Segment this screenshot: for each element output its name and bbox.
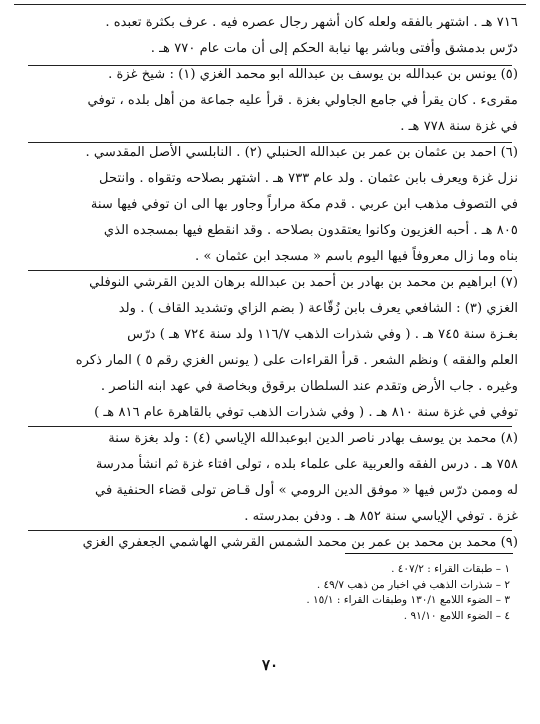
text-line: العلم والفقه ) ونظم الشعر . قرأ القراءات على ( يونس الغزي رقم ٥ ) المار ذكره: [75, 353, 518, 368]
section-divider: [28, 270, 512, 271]
footnote-item: ٤ – الضوء اللامع ٩١/١٠ .: [403, 609, 510, 622]
section-divider: [28, 142, 512, 143]
text-line: بناه وما زال معروفاً فيها اليوم باسم « مسجد ابن عثمان » .: [194, 249, 518, 264]
top-border: [14, 4, 526, 5]
text-line: درّس بدمشق وأفتى وباشر بها نيابة الحكم إلى أن مات عام ٧٧٠ هـ .: [150, 41, 518, 56]
text-line: (٥) يونس بن عبدالله بن يوسف بن عبدالله ابو محمد الغزي (١) : شيخ غزة .: [108, 67, 518, 82]
footnote-item: ٣ – الضوء اللامع ١٣٠/١ وطبقات القراء : ١٥/١ .: [306, 594, 510, 606]
text-line: وغيره . جاب الأرض وتقدم عند السلطان برقوق وبخاصة في عهد ابنه الناصر .: [100, 379, 518, 394]
text-line: ٨٠٥ هـ . أحبه الغزيون وكانوا يعتقدون بصلاحه . وقد انقطع فيها بمسجده الذي: [103, 223, 518, 238]
text-line: نزل غزة ويعرف بابن عثمان . ولد عام ٧٣٣ هـ . اشتهر بصلاحه وتقواه . وانتحل: [99, 171, 518, 186]
text-line: (٦) احمد بن عثمان بن عمر بن عبدالله الحنبلي (٢) . النابلسي الأصل المقدسي .: [85, 145, 518, 160]
page-number: ٧٠: [261, 656, 279, 674]
text-line: غزة . توفي الإياسي سنة ٨٥٢ هـ . ودفن بمدرسته .: [244, 509, 518, 524]
section-divider: [28, 426, 512, 427]
text-line: مقرىء . كان يقرأ في جامع الجاولي بغزة . قرأ عليه جماعة من أهل بلده ، توفي: [87, 93, 518, 108]
text-line: له وممن درّس فيها « موفق الدين الرومي » أول قـاض تولى قضاء الحنفية في: [95, 483, 518, 498]
text-line: ٧١٦ هـ . اشتهر بالفقه ولعله كان أشهر رجال عصره فيه . عرف بكثرة تعبده .: [105, 15, 518, 30]
footnote-item: ٢ – شذرات الذهب في اخبار من ذهب ٤٩/٧ .: [316, 578, 510, 591]
text-line: ٧٥٨ هـ . درس الفقه والعربية على علماء بلده ، تولى افتاء غزة ثم انشأ مدرسة: [95, 457, 518, 472]
footnote-rule: [345, 553, 513, 554]
text-line: (٧) ابراهيم بن محمد بن بهادر بن أحمد بن عبدالله برهان الدين القرشي النوفلي: [89, 275, 518, 290]
text-line: الغزي (٣) : الشافعي يعرف بابن زُقّاعة ( بضم الزاي وتشديد القاف ) . ولد: [118, 301, 518, 316]
footnotes: [250, 562, 510, 624]
text-line: (٩) محمد بن محمد بن عمر بن محمد الشمس القرشي الهاشمي الجعفري الغزي: [82, 535, 518, 550]
text-line: (٨) محمد بن يوسف بهادر ناصر الدين ابوعبدالله الإياسي (٤) : ولد بغزة سنة: [108, 431, 518, 446]
text-line: توفي في غزة سنة ٨١٠ هـ . ( وفي شذرات الذهب توفي بالقاهرة عام ٨١٦ هـ ): [94, 405, 518, 420]
section-divider: [28, 530, 512, 531]
footnote-item: ١ – طبقات القراء : ٤٠٧/٢ .: [391, 563, 510, 575]
text-line: في غزة سنة ٧٧٨ هـ .: [400, 119, 518, 134]
text-line: بغـزة سنة ٧٤٥ هـ . ( وفي شذرات الذهب ١١٦/٧ ولد سنة ٧٢٤ هـ ) درّس: [127, 327, 518, 342]
text-line: في التصوف مذهب ابن عربي . قدم مكة مراراً وجاور بها الى ان توفي فيها سنة: [90, 197, 518, 212]
section-divider: [28, 65, 512, 66]
main-text: [22, 10, 518, 556]
